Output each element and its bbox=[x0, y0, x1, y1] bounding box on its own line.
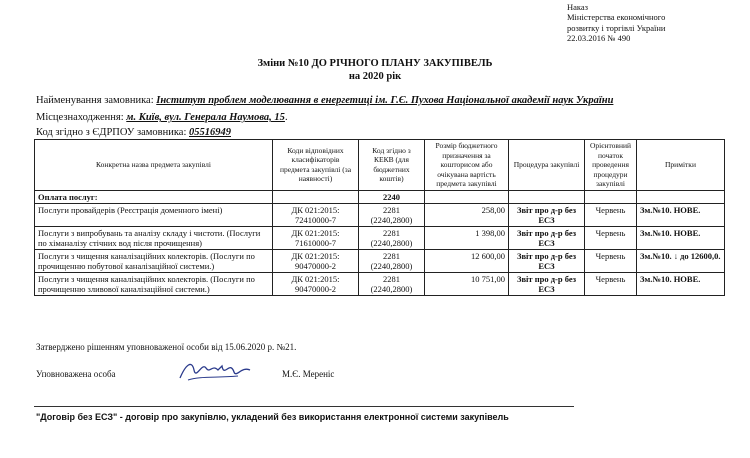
table-row bbox=[35, 203, 725, 226]
table-row bbox=[35, 249, 725, 272]
kekv-line: 2281 bbox=[383, 250, 400, 261]
item-procedure: Звіт про д-р без ЕСЗ bbox=[509, 226, 585, 249]
footnote: "Договір без ЕСЗ" - договір про закупівлю, укладений без використання електронної системи закупівель bbox=[36, 412, 509, 422]
item-note: Зм.№10. НОВЕ. bbox=[637, 272, 725, 295]
item-start: Червень bbox=[585, 249, 637, 272]
table-cell bbox=[425, 190, 509, 203]
item-code bbox=[273, 272, 359, 295]
item-amount: 12 600,00 bbox=[425, 249, 509, 272]
table-row bbox=[35, 226, 725, 249]
item-note: Зм.№10. ↓ до 12600,0. bbox=[637, 249, 725, 272]
code-line: ДК 021:2015: bbox=[291, 273, 340, 284]
section-kekv: 2240 bbox=[359, 190, 425, 203]
document-title bbox=[0, 58, 750, 83]
table-cell bbox=[509, 190, 585, 203]
item-procedure: Звіт про д-р без ЕСЗ bbox=[509, 249, 585, 272]
title-line-2: на 2020 рік bbox=[348, 70, 402, 82]
order-reference bbox=[567, 2, 665, 44]
section-row bbox=[35, 190, 725, 203]
table-cell bbox=[637, 190, 725, 203]
column-header: Розмір бюджетного призначення за кошторисом або очікувана вартість предмета закупівлі bbox=[425, 140, 509, 191]
column-header: Орієнтовний початок проведення процедури закупівлі bbox=[585, 140, 637, 191]
kekv-line: 2281 bbox=[383, 204, 400, 215]
item-kekv bbox=[359, 249, 425, 272]
kekv-line: (2240,2800) bbox=[370, 214, 413, 225]
item-kekv bbox=[359, 226, 425, 249]
code-line: ДК 021:2015: bbox=[291, 204, 340, 215]
item-kekv bbox=[359, 272, 425, 295]
item-code bbox=[273, 203, 359, 226]
item-note: Зм.№10. НОВЕ. bbox=[637, 226, 725, 249]
item-name: Послуги провайдерів (Реєстрація доменного імені) bbox=[35, 203, 273, 226]
column-header: Коди відповідних класифікаторів предмета закупівлі (за наявності) bbox=[273, 140, 359, 191]
code-line: 71610000-7 bbox=[294, 237, 337, 248]
column-header: Процедура закупівлі bbox=[509, 140, 585, 191]
location-label: Місцезнаходження: bbox=[36, 112, 124, 123]
authorized-label: Уповноважена особа bbox=[36, 369, 116, 379]
approval-text: Затверджено рішенням уповноваженої особи від 15.06.2020 р. №21. bbox=[36, 342, 297, 352]
order-ref-line: 22.03.2016 № 490 bbox=[567, 33, 631, 44]
customer-value: Інститут проблем моделювання в енергетиці ім. Г.Є. Пухова Національної академії наук України bbox=[156, 95, 614, 106]
title-line-1: Зміни №10 ДО РІЧНОГО ПЛАНУ ЗАКУПІВЕЛЬ bbox=[257, 58, 493, 69]
order-ref-line: Міністерства економічного bbox=[567, 12, 666, 23]
kekv-line: 2281 bbox=[383, 227, 400, 238]
table-header-row bbox=[35, 140, 725, 191]
item-code bbox=[273, 226, 359, 249]
footnote-divider bbox=[34, 406, 574, 407]
edrpou-line bbox=[36, 127, 231, 138]
edrpou-label: Код згідно з ЄДРПОУ замовника: bbox=[36, 127, 187, 138]
item-note: Зм.№10. НОВЕ. bbox=[637, 203, 725, 226]
kekv-line: (2240,2800) bbox=[370, 260, 413, 271]
location-value: м. Київ, вул. Генерала Наумова, 15 bbox=[126, 112, 285, 123]
order-ref-line: розвитку і торгівлі України bbox=[567, 22, 666, 33]
code-line: 90470000-2 bbox=[294, 260, 337, 271]
kekv-line: (2240,2800) bbox=[370, 283, 413, 294]
code-line: ДК 021:2015: bbox=[291, 227, 340, 238]
customer-label: Найменування замовника: bbox=[36, 95, 154, 106]
column-header: Код згідно з КЕКВ (для бюджетних коштів) bbox=[359, 140, 425, 191]
item-start: Червень bbox=[585, 226, 637, 249]
item-procedure: Звіт про д-р без ЕСЗ bbox=[509, 272, 585, 295]
item-code bbox=[273, 249, 359, 272]
signature-image bbox=[176, 356, 256, 386]
column-header: Примітки bbox=[637, 140, 725, 191]
item-amount: 1 398,00 bbox=[425, 226, 509, 249]
item-start: Червень bbox=[585, 203, 637, 226]
section-label: Оплата послуг: bbox=[35, 190, 273, 203]
table-cell bbox=[273, 190, 359, 203]
edrpou-value: 05516949 bbox=[189, 127, 231, 138]
kekv-line: 2281 bbox=[383, 273, 400, 284]
item-procedure: Звіт про д-р без ЕСЗ bbox=[509, 203, 585, 226]
code-line: ДК 021:2015: bbox=[291, 250, 340, 261]
item-name: Послуги з чищення каналізаційних колекторів. (Послуги по прочищенню побутової каналізаційної системи.) bbox=[35, 249, 273, 272]
item-name: Послуги з чищення каналізаційних колекторів. (Послуги по прочищенню зливової каналізаційної системи.) bbox=[35, 272, 273, 295]
item-amount: 258,00 bbox=[425, 203, 509, 226]
location-suffix: . bbox=[284, 112, 288, 123]
location-line bbox=[36, 112, 288, 123]
column-header: Конкретна назва предмета закупівлі bbox=[35, 140, 273, 191]
authorized-name: М.Є. Мереніс bbox=[282, 369, 335, 379]
item-name: Послуги з випробувань та аналізу складу і чистоти. (Послуги по хіманалізу стічних вод після прочищення) bbox=[35, 226, 273, 249]
customer-line bbox=[36, 95, 613, 106]
order-ref-line: Наказ bbox=[567, 2, 589, 12]
procurement-table bbox=[34, 139, 725, 296]
item-start: Червень bbox=[585, 272, 637, 295]
table-cell bbox=[585, 190, 637, 203]
item-kekv bbox=[359, 203, 425, 226]
kekv-line: (2240,2800) bbox=[370, 237, 413, 248]
item-amount: 10 751,00 bbox=[425, 272, 509, 295]
table-row bbox=[35, 272, 725, 295]
code-line: 90470000-2 bbox=[294, 283, 337, 294]
code-line: 72410000-7 bbox=[294, 214, 337, 225]
